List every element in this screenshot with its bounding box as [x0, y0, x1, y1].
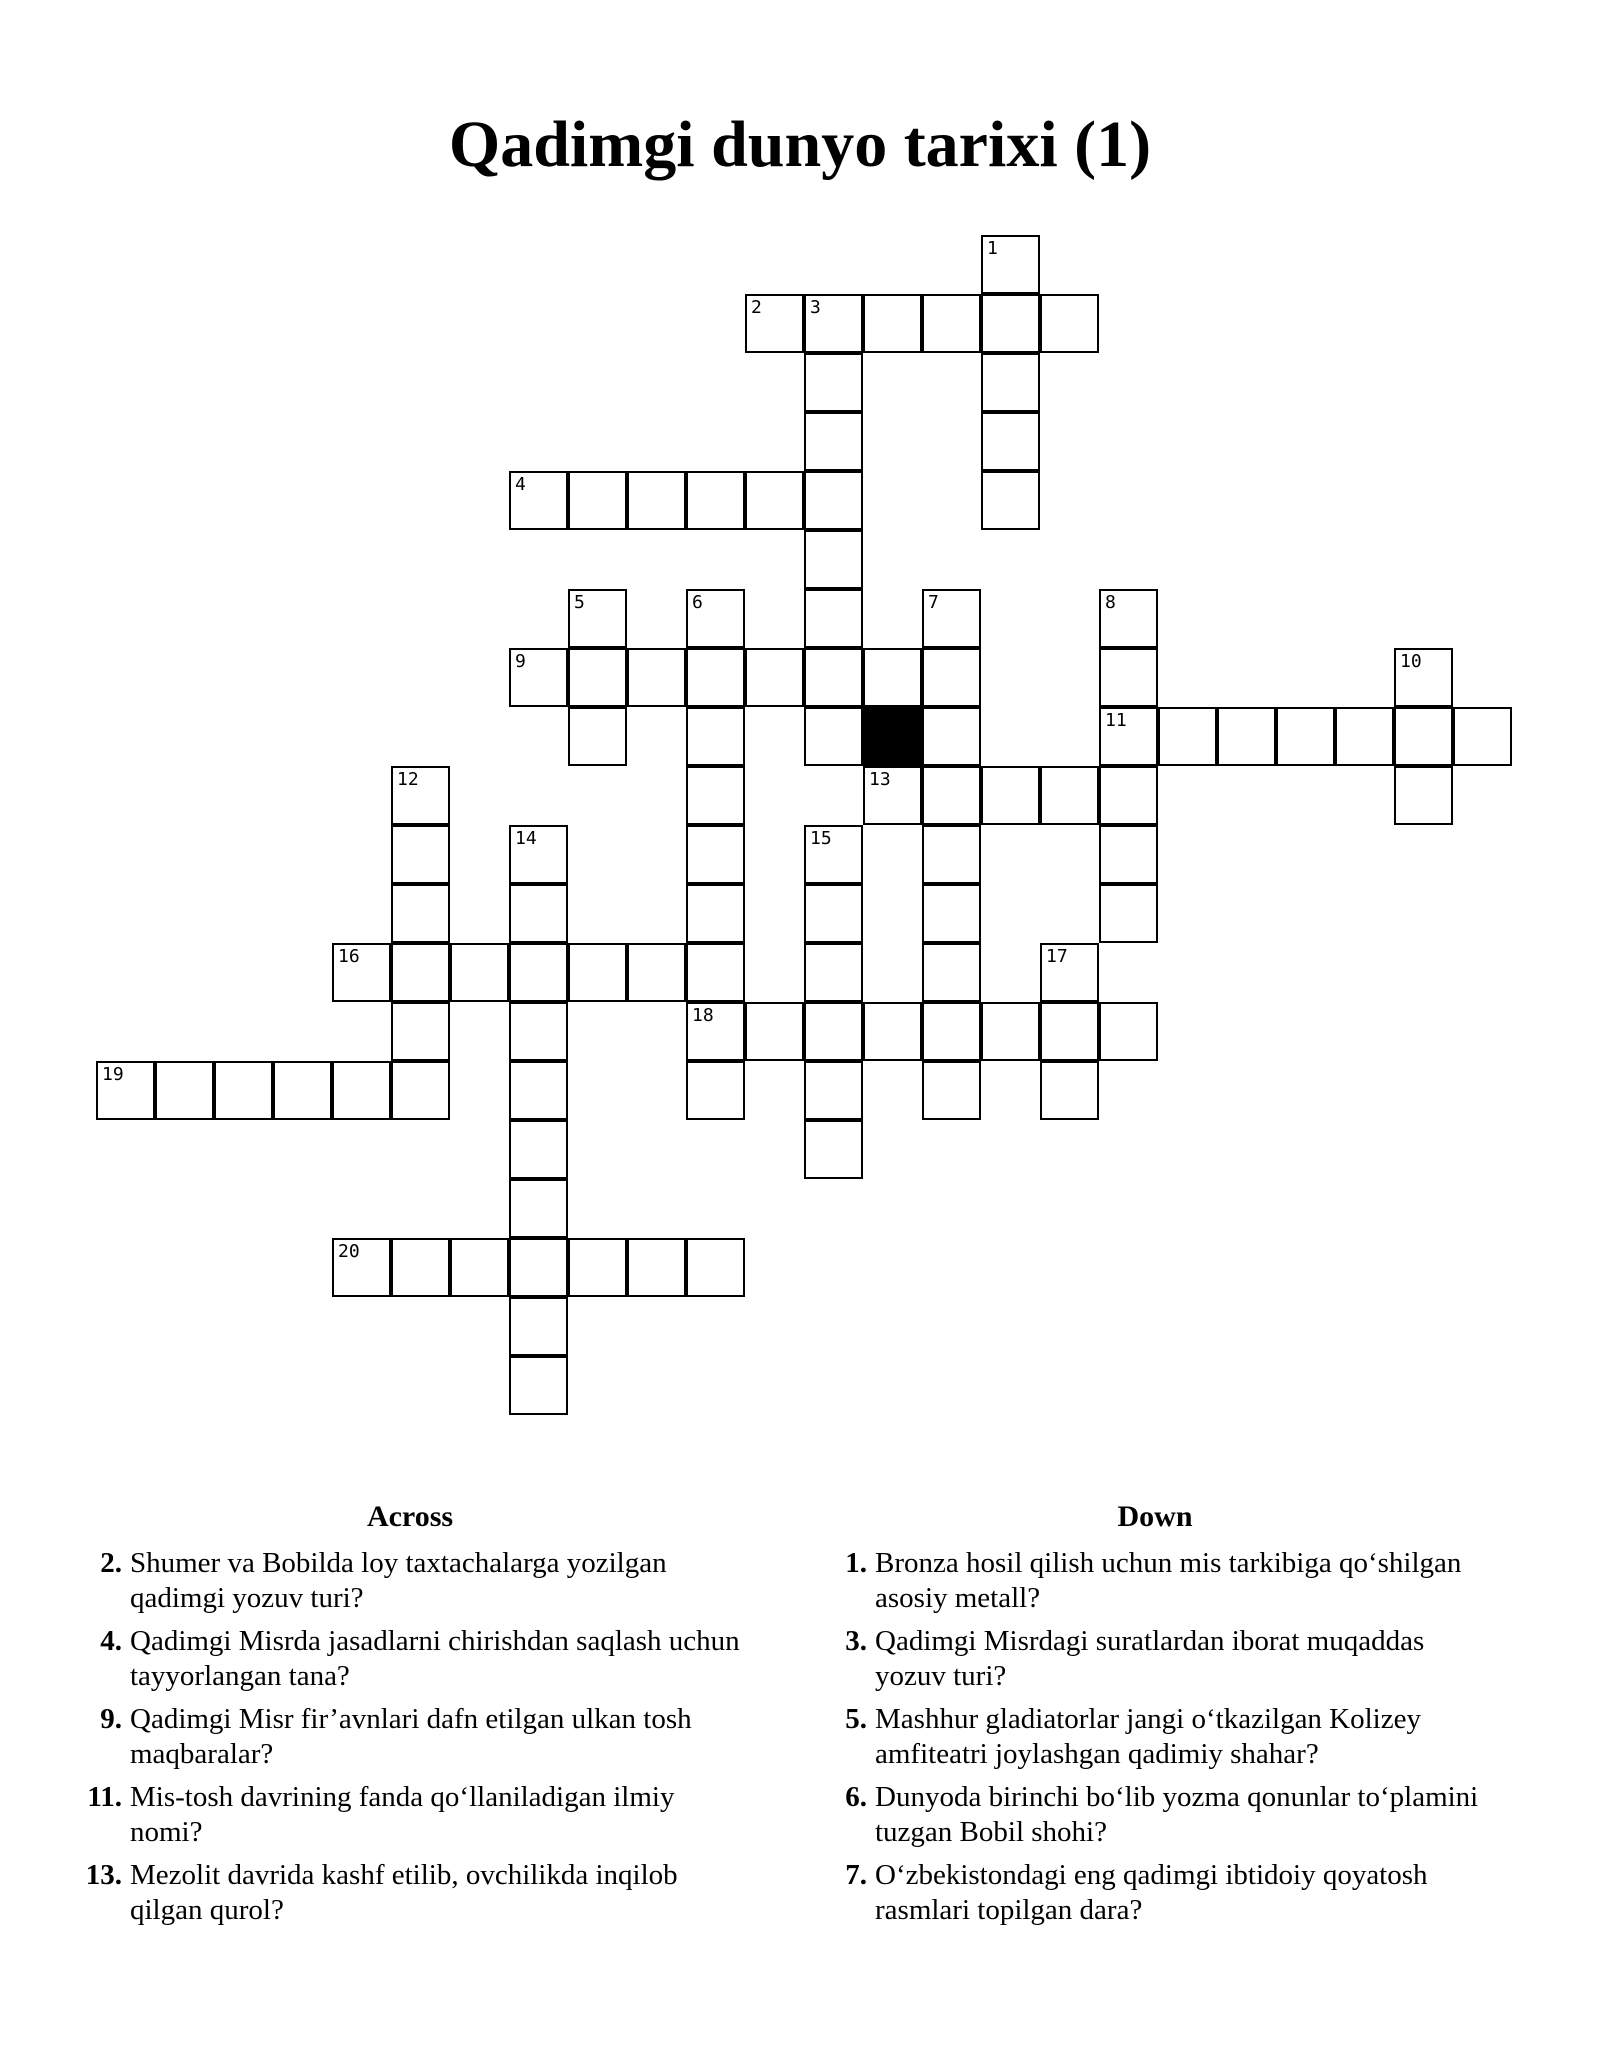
- grid-cell[interactable]: [1335, 707, 1394, 766]
- clue-down-6: [825, 1780, 1485, 1850]
- clue-number: 6.: [845, 1781, 867, 1813]
- grid-cell[interactable]: [391, 1002, 450, 1061]
- grid-cell[interactable]: [804, 825, 863, 884]
- grid-cell[interactable]: [155, 1061, 214, 1120]
- grid-cell[interactable]: [804, 648, 863, 707]
- grid-cell[interactable]: [627, 648, 686, 707]
- down-heading: Down: [1117, 1500, 1193, 1533]
- grid-cell[interactable]: [981, 471, 1040, 530]
- grid-cell[interactable]: [981, 1002, 1040, 1061]
- grid-cell[interactable]: [804, 707, 863, 766]
- cell-number: 16: [338, 946, 360, 967]
- grid-cell[interactable]: [745, 648, 804, 707]
- grid-cell[interactable]: [981, 294, 1040, 353]
- clue-across-9: [80, 1702, 740, 1772]
- grid-cell[interactable]: [686, 1061, 745, 1120]
- cell-number: 12: [397, 769, 419, 790]
- clue-text: Bronza hosil qilish uchun mis tarkibiga qo‘shilgan asosiy metall?: [875, 1547, 1462, 1614]
- cell-number: 3: [810, 297, 821, 318]
- grid-cell[interactable]: [1099, 766, 1158, 825]
- clue-across-13: [80, 1858, 740, 1928]
- grid-cell[interactable]: [686, 1002, 745, 1061]
- clue-across-2: [80, 1546, 740, 1616]
- grid-cell[interactable]: [804, 412, 863, 471]
- grid-cell[interactable]: [568, 943, 627, 1002]
- grid-cell[interactable]: [922, 294, 981, 353]
- grid-cell[interactable]: [863, 648, 922, 707]
- grid-cell[interactable]: [1099, 825, 1158, 884]
- grid-cell[interactable]: [804, 1061, 863, 1120]
- clue-down-7: [825, 1858, 1485, 1928]
- grid-cell[interactable]: [627, 471, 686, 530]
- grid-cell[interactable]: [509, 1061, 568, 1120]
- grid-cell[interactable]: [804, 589, 863, 648]
- grid-cell[interactable]: [332, 1061, 391, 1120]
- cell-number: 18: [692, 1005, 714, 1026]
- grid-cell[interactable]: [509, 1238, 568, 1297]
- grid-cell[interactable]: [922, 766, 981, 825]
- grid-cell[interactable]: [981, 353, 1040, 412]
- clue-text: Dunyoda birinchi bo‘lib yozma qonunlar to‘plamini tuzgan Bobil shohi?: [875, 1781, 1479, 1848]
- clue-number: 2.: [100, 1547, 122, 1579]
- grid-cell[interactable]: [509, 1002, 568, 1061]
- grid-cell[interactable]: [1099, 707, 1158, 766]
- grid-cell[interactable]: [391, 884, 450, 943]
- cell-number: 9: [515, 651, 526, 672]
- grid-cell[interactable]: [568, 471, 627, 530]
- grid-cell[interactable]: [509, 943, 568, 1002]
- grid-cell[interactable]: [981, 766, 1040, 825]
- clue-text: Qadimgi Misr fir’avnlari dafn etilgan ulkan tosh maqbaralar?: [130, 1703, 692, 1770]
- grid-cell[interactable]: [922, 1002, 981, 1061]
- clue-number: 3.: [845, 1625, 867, 1657]
- grid-cell[interactable]: [1040, 766, 1099, 825]
- grid-cell[interactable]: [509, 1120, 568, 1179]
- grid-cell[interactable]: [627, 1238, 686, 1297]
- cell-number: 13: [869, 769, 891, 790]
- grid-cell[interactable]: [922, 884, 981, 943]
- grid-cell[interactable]: [1217, 707, 1276, 766]
- grid-cell[interactable]: [804, 353, 863, 412]
- clue-across-11: [80, 1780, 740, 1850]
- grid-cell[interactable]: [568, 707, 627, 766]
- grid-cell[interactable]: [804, 530, 863, 589]
- cell-number: 20: [338, 1241, 360, 1262]
- grid-cell[interactable]: [332, 943, 391, 1002]
- grid-cell[interactable]: [863, 294, 922, 353]
- grid-cell[interactable]: [804, 1120, 863, 1179]
- clue-text: O‘zbekistondagi eng qadimgi ibtidoiy qoyatosh rasmlari topilgan dara?: [875, 1859, 1428, 1926]
- grid-cell[interactable]: [1040, 943, 1099, 1002]
- puzzle-title: Qadimgi dunyo tarixi (1): [448, 108, 1152, 181]
- grid-cell[interactable]: [922, 943, 981, 1002]
- grid-cell[interactable]: [1276, 707, 1335, 766]
- grid-cell[interactable]: [745, 1002, 804, 1061]
- cell-number: 1: [987, 238, 998, 259]
- grid-cell[interactable]: [981, 412, 1040, 471]
- grid-cell[interactable]: [627, 943, 686, 1002]
- grid-cell[interactable]: [922, 648, 981, 707]
- grid-cell[interactable]: [450, 943, 509, 1002]
- grid-cell[interactable]: [686, 766, 745, 825]
- cell-number: 8: [1105, 592, 1116, 613]
- grid-cell[interactable]: [922, 589, 981, 648]
- cell-number: 19: [102, 1064, 124, 1085]
- cell-number: 5: [574, 592, 585, 613]
- grid-cell[interactable]: [391, 1061, 450, 1120]
- grid-cell[interactable]: [568, 648, 627, 707]
- grid-cell[interactable]: [686, 884, 745, 943]
- grid-cell[interactable]: [863, 1002, 922, 1061]
- cell-number: 14: [515, 828, 537, 849]
- clue-text: Mashhur gladiatorlar jangi o‘tkazilgan Kolizey amfiteatri joylashgan qadimiy shahar?: [875, 1703, 1421, 1770]
- down-clues: [825, 1500, 1485, 1936]
- grid-cell[interactable]: [1099, 589, 1158, 648]
- clue-text: Shumer va Bobilda loy taxtachalarga yozilgan qadimgi yozuv turi?: [130, 1547, 667, 1614]
- grid-cell[interactable]: [922, 825, 981, 884]
- cell-number: 11: [1105, 710, 1127, 731]
- cell-number: 6: [692, 592, 703, 613]
- cell-number: 7: [928, 592, 939, 613]
- clue-across-4: [80, 1624, 740, 1694]
- grid-cell[interactable]: [1099, 1002, 1158, 1061]
- grid-cell[interactable]: [686, 1238, 745, 1297]
- grid-cell[interactable]: [391, 766, 450, 825]
- across-heading: Across: [366, 1500, 454, 1533]
- grid-cell[interactable]: [686, 943, 745, 1002]
- grid-cell[interactable]: [804, 471, 863, 530]
- blocked-cell: [863, 707, 922, 766]
- grid-cell[interactable]: [1099, 648, 1158, 707]
- grid-cell[interactable]: [509, 1297, 568, 1356]
- grid-cell[interactable]: [96, 1061, 155, 1120]
- grid-cell[interactable]: [568, 589, 627, 648]
- clue-number: 9.: [100, 1703, 122, 1735]
- grid-cell[interactable]: [509, 825, 568, 884]
- grid-cell[interactable]: [509, 471, 568, 530]
- clue-text: Mezolit davrida kashf etilib, ovchilikda inqilob qilgan qurol?: [130, 1859, 678, 1926]
- grid-cell[interactable]: [1394, 766, 1453, 825]
- grid-cell[interactable]: [1394, 707, 1453, 766]
- grid-cell[interactable]: [450, 1238, 509, 1297]
- grid-cell[interactable]: [1394, 648, 1453, 707]
- grid-cell[interactable]: [332, 1238, 391, 1297]
- grid-cell[interactable]: [686, 825, 745, 884]
- grid-cell[interactable]: [804, 294, 863, 353]
- grid-cell[interactable]: [1453, 707, 1512, 766]
- cell-number: 2: [751, 297, 762, 318]
- cell-number: 4: [515, 474, 526, 495]
- grid-cell[interactable]: [214, 1061, 273, 1120]
- grid-cell[interactable]: [745, 294, 804, 353]
- grid-cell[interactable]: [922, 707, 981, 766]
- clue-number: 1.: [845, 1547, 867, 1579]
- grid-cell[interactable]: [745, 471, 804, 530]
- grid-cell[interactable]: [1040, 1002, 1099, 1061]
- grid-cell[interactable]: [686, 471, 745, 530]
- grid-cell[interactable]: [568, 1238, 627, 1297]
- across-clues: [80, 1500, 740, 1936]
- grid-cell[interactable]: [391, 943, 450, 1002]
- clue-number: 7.: [845, 1859, 867, 1891]
- grid-cell[interactable]: [804, 943, 863, 1002]
- grid-cell[interactable]: [509, 1356, 568, 1415]
- grid-cell[interactable]: [391, 1238, 450, 1297]
- grid-cell[interactable]: [391, 825, 450, 884]
- clue-number: 11.: [87, 1781, 122, 1813]
- grid-cell[interactable]: [273, 1061, 332, 1120]
- clue-number: 13.: [85, 1859, 122, 1891]
- clue-down-5: [825, 1702, 1485, 1772]
- clue-number: 5.: [845, 1703, 867, 1735]
- grid-cell[interactable]: [863, 766, 922, 825]
- grid-cell[interactable]: [686, 589, 745, 648]
- clue-down-1: [825, 1546, 1485, 1616]
- grid-cell[interactable]: [1040, 294, 1099, 353]
- cell-number: 15: [810, 828, 832, 849]
- grid-cell[interactable]: [1040, 1061, 1099, 1120]
- grid-cell[interactable]: [1158, 707, 1217, 766]
- grid-cell[interactable]: [686, 648, 745, 707]
- clue-text: Qadimgi Misrdagi suratlardan iborat muqaddas yozuv turi?: [875, 1625, 1425, 1692]
- grid-cell[interactable]: [804, 1002, 863, 1061]
- cell-number: 17: [1046, 946, 1068, 967]
- grid-cell[interactable]: [509, 1179, 568, 1238]
- clue-text: Qadimgi Misrda jasadlarni chirishdan saqlash uchun tayyorlangan tana?: [130, 1625, 740, 1692]
- grid-cell[interactable]: [1099, 884, 1158, 943]
- grid-cell[interactable]: [686, 707, 745, 766]
- clue-number: 4.: [100, 1625, 122, 1657]
- clue-text: Mis-tosh davrining fanda qo‘llaniladigan ilmiy nomi?: [130, 1781, 675, 1848]
- clue-down-3: [825, 1624, 1485, 1694]
- cell-number: 10: [1400, 651, 1422, 672]
- grid-cell[interactable]: [981, 235, 1040, 294]
- grid-cell[interactable]: [509, 884, 568, 943]
- grid-cell[interactable]: [922, 1061, 981, 1120]
- grid-cell[interactable]: [509, 648, 568, 707]
- grid-cell[interactable]: [804, 884, 863, 943]
